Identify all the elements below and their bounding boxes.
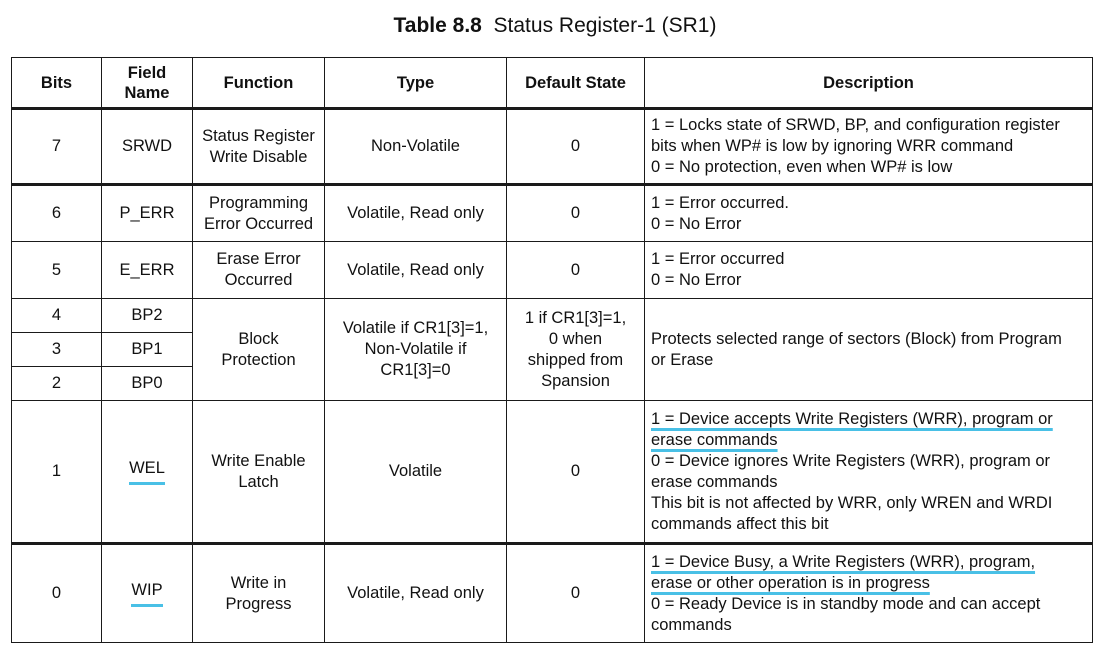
cell-field: P_ERR (102, 185, 193, 242)
cell-description (645, 109, 1093, 185)
cell-description (645, 401, 1093, 544)
cell-bit: 4 (12, 299, 102, 333)
description-line: 0 = No protection, even when WP# is low (651, 158, 953, 176)
cell-type: Non-Volatile (325, 109, 507, 185)
function-line: Protection (221, 350, 296, 369)
cell-bit: 0 (12, 544, 102, 643)
function-line: Error Occurred (203, 214, 314, 233)
cell-bit: 1 (12, 401, 102, 544)
function-line: Block (238, 329, 279, 348)
header-description: Description (645, 58, 1093, 109)
header-field-name-line-1: Field (127, 63, 167, 82)
cell-field (102, 544, 193, 643)
cell-bit: 2 (12, 367, 102, 401)
description-line: Protects selected range of sectors (Block) from Program (651, 329, 1062, 348)
function-line: Write in (230, 573, 287, 592)
table-number: Table 8.8 (393, 14, 482, 37)
type-line: CR1[3]=0 (380, 361, 451, 379)
default-line: Spansion (541, 371, 610, 390)
cell-field (102, 401, 193, 544)
header-field-name-line-2: Name (124, 83, 170, 102)
default-line: shipped from (527, 350, 624, 369)
table-row-srwd (12, 109, 1093, 185)
cell-function (193, 242, 325, 299)
description-line: 1 = Error occurred (651, 250, 785, 268)
cell-default: 0 (507, 401, 645, 544)
description-line: 0 = No Error (651, 214, 742, 233)
header-type: Type (325, 58, 507, 109)
description-line: This bit is not affected by WRR, only WREN and WRDI (651, 493, 1053, 512)
table-row-wel (12, 401, 1093, 544)
description-line: commands affect this bit (651, 514, 829, 533)
cell-bit: 7 (12, 109, 102, 185)
cell-description (645, 242, 1093, 299)
field-name-highlighted: WIP (131, 580, 162, 607)
cell-default: 0 (507, 109, 645, 185)
description-line-highlighted: erase or other operation is in progress (651, 573, 930, 592)
description-line-highlighted: 1 = Device Busy, a Write Registers (WRR), program, (651, 552, 1036, 571)
default-line: 1 if CR1[3]=1, (524, 308, 627, 327)
header-field-name (102, 58, 193, 109)
cell-type: Volatile (325, 401, 507, 544)
cell-function (193, 185, 325, 242)
function-line: Progress (225, 594, 292, 613)
function-line: Write Enable (211, 451, 306, 470)
function-line: Erase Error (216, 250, 301, 268)
cell-function (193, 544, 325, 643)
cell-field: BP0 (102, 367, 193, 401)
cell-default (507, 299, 645, 401)
cell-field: E_ERR (102, 242, 193, 299)
header-row (12, 58, 1093, 109)
table-row-p-err (12, 185, 1093, 242)
type-line: Volatile if CR1[3]=1, (342, 319, 489, 337)
function-line: Latch (238, 472, 279, 491)
header-bits: Bits (12, 58, 102, 109)
description-line-highlighted: erase commands (651, 430, 778, 449)
description-line-highlighted: 1 = Device accepts Write Registers (WRR), program or (651, 409, 1053, 428)
description-line: erase commands (651, 472, 778, 491)
cell-function (193, 401, 325, 544)
cell-bit: 6 (12, 185, 102, 242)
description-line: commands (651, 615, 732, 634)
function-line: Programming (208, 193, 309, 212)
description-line: 0 = Ready Device is in standby mode and can accept (651, 594, 1041, 613)
description-line: or Erase (651, 350, 714, 369)
cell-bit: 5 (12, 242, 102, 299)
cell-type (325, 299, 507, 401)
type-line: Non-Volatile if (364, 340, 467, 358)
function-line: Write Disable (209, 147, 308, 166)
status-register-table (11, 57, 1093, 643)
header-default-state: Default State (507, 58, 645, 109)
function-line: Status Register (202, 126, 315, 145)
field-name-highlighted: WEL (129, 458, 165, 485)
cell-type: Volatile, Read only (325, 185, 507, 242)
table-caption (0, 12, 1110, 40)
cell-description (645, 185, 1093, 242)
function-line: Occurred (224, 271, 293, 289)
table-row-e-err (12, 242, 1093, 299)
description-line: 0 = No Error (651, 271, 742, 289)
cell-default: 0 (507, 544, 645, 643)
table-title: Status Register-1 (SR1) (493, 14, 717, 37)
cell-bit: 3 (12, 333, 102, 367)
table-row-wip (12, 544, 1093, 643)
table-row-bp2 (12, 299, 1093, 333)
default-line: 0 when (548, 329, 603, 348)
description-line: bits when WP# is low by ignoring WRR command (651, 137, 1014, 155)
cell-type: Volatile, Read only (325, 242, 507, 299)
cell-description (645, 544, 1093, 643)
cell-default: 0 (507, 185, 645, 242)
cell-description (645, 299, 1093, 401)
cell-field: BP1 (102, 333, 193, 367)
description-line: 1 = Locks state of SRWD, BP, and configuration register (651, 116, 1060, 134)
description-line: 1 = Error occurred. (651, 193, 790, 212)
header-function: Function (193, 58, 325, 109)
cell-field: SRWD (102, 109, 193, 185)
description-line: 0 = Device ignores Write Registers (WRR), program or (651, 451, 1051, 470)
cell-field: BP2 (102, 299, 193, 333)
cell-default: 0 (507, 242, 645, 299)
cell-type: Volatile, Read only (325, 544, 507, 643)
cell-function (193, 109, 325, 185)
cell-function (193, 299, 325, 401)
